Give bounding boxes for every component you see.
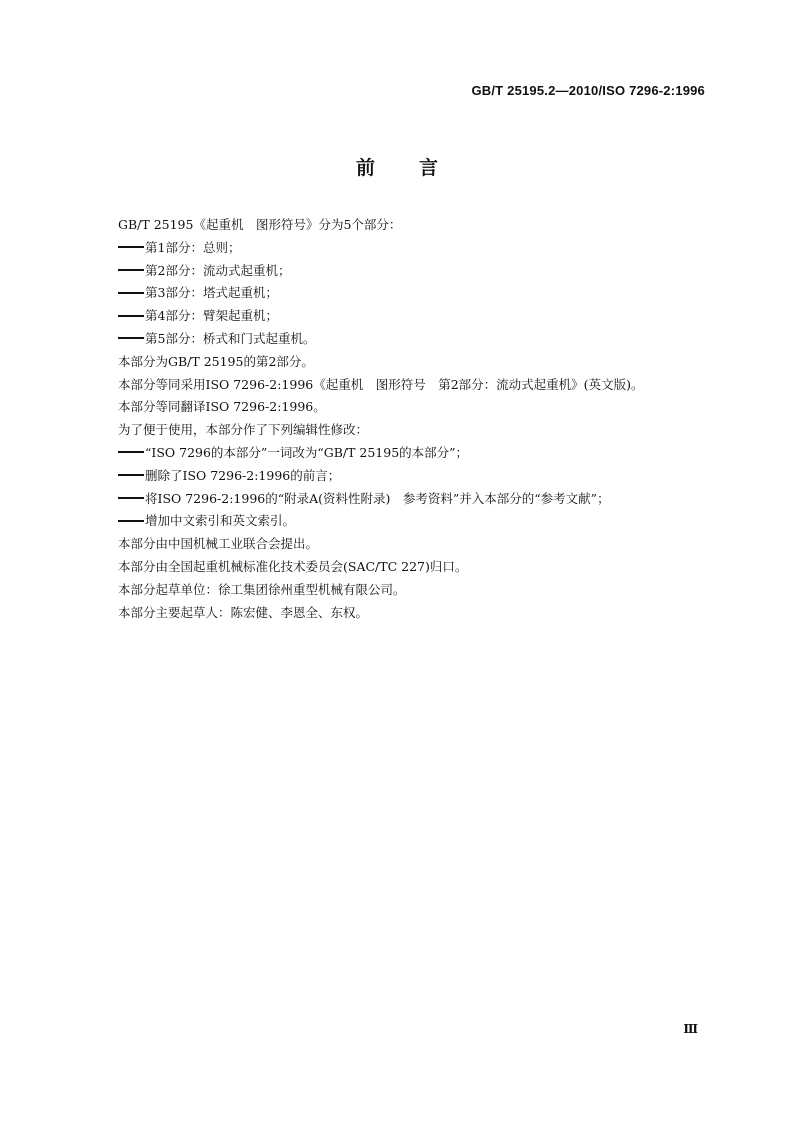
line-text: 第5部分：桥式和门式起重机。 (145, 330, 316, 346)
line-text: 本部分等同翻译ISO 7296-2:1996。 (118, 399, 326, 415)
list-item (118, 328, 718, 351)
line-text: 本部分为GB/T 25195的第2部分。 (118, 353, 314, 369)
page-number: Ⅲ (683, 1022, 698, 1036)
text-line (118, 396, 718, 419)
text-line (118, 533, 718, 556)
line-text: “ISO 7296的本部分”一词改为“GB/T 25195的本部分”； (145, 444, 469, 460)
list-item (118, 260, 718, 283)
list-item (118, 442, 718, 465)
list-item (118, 282, 718, 305)
text-line (118, 579, 718, 602)
list-item (118, 465, 718, 488)
dash-marker (118, 269, 144, 271)
list-item (118, 510, 718, 533)
line-text: 增加中文索引和英文索引。 (145, 513, 296, 529)
standard-code-header: GB/T 25195.2—2010/ISO 7296-2:1996 (471, 83, 705, 98)
text-line (118, 602, 718, 625)
text-line (118, 419, 718, 442)
dash-marker (118, 292, 144, 294)
line-text: 本部分起草单位：徐工集团徐州重型机械有限公司。 (118, 581, 406, 597)
dash-marker (118, 337, 144, 339)
list-item (118, 305, 718, 328)
line-text: 本部分等同采用ISO 7296-2:1996《起重机 图形符号 第2部分：流动式起重机》(英文版)。 (118, 376, 644, 392)
line-text: 第4部分：臂架起重机； (145, 308, 278, 324)
dash-marker (118, 497, 144, 499)
line-text: 本部分主要起草人：陈宏健、李恩全、东权。 (118, 604, 369, 620)
dash-marker (118, 246, 144, 248)
line-text: 本部分由中国机械工业联合会提出。 (118, 536, 319, 552)
page-title: 前言 (355, 157, 482, 179)
line-text: 为了便于使用，本部分作了下列编辑性修改： (118, 422, 369, 438)
text-line (118, 214, 718, 237)
dash-marker (118, 520, 144, 522)
list-item (118, 488, 718, 511)
line-text: 第1部分：总则； (145, 239, 241, 255)
line-text: GB/T 25195《起重机 图形符号》分为5个部分： (118, 217, 402, 232)
foreword-body (118, 214, 718, 624)
line-text: 本部分由全国起重机械标准化技术委员会(SAC/TC 227)归口。 (118, 558, 468, 574)
list-item (118, 237, 718, 260)
text-line (118, 374, 718, 397)
dash-marker (118, 315, 144, 317)
text-line (118, 556, 718, 579)
dash-marker (118, 451, 144, 453)
line-text: 将ISO 7296-2:1996的“附录A(资料性附录) 参考资料”并入本部分的“参考文献”； (145, 490, 610, 506)
line-text: 删除了ISO 7296-2:1996的前言； (145, 467, 341, 483)
text-line (118, 351, 718, 374)
line-text: 第2部分：流动式起重机； (145, 262, 291, 278)
line-text: 第3部分：塔式起重机； (145, 285, 278, 301)
dash-marker (118, 474, 144, 476)
